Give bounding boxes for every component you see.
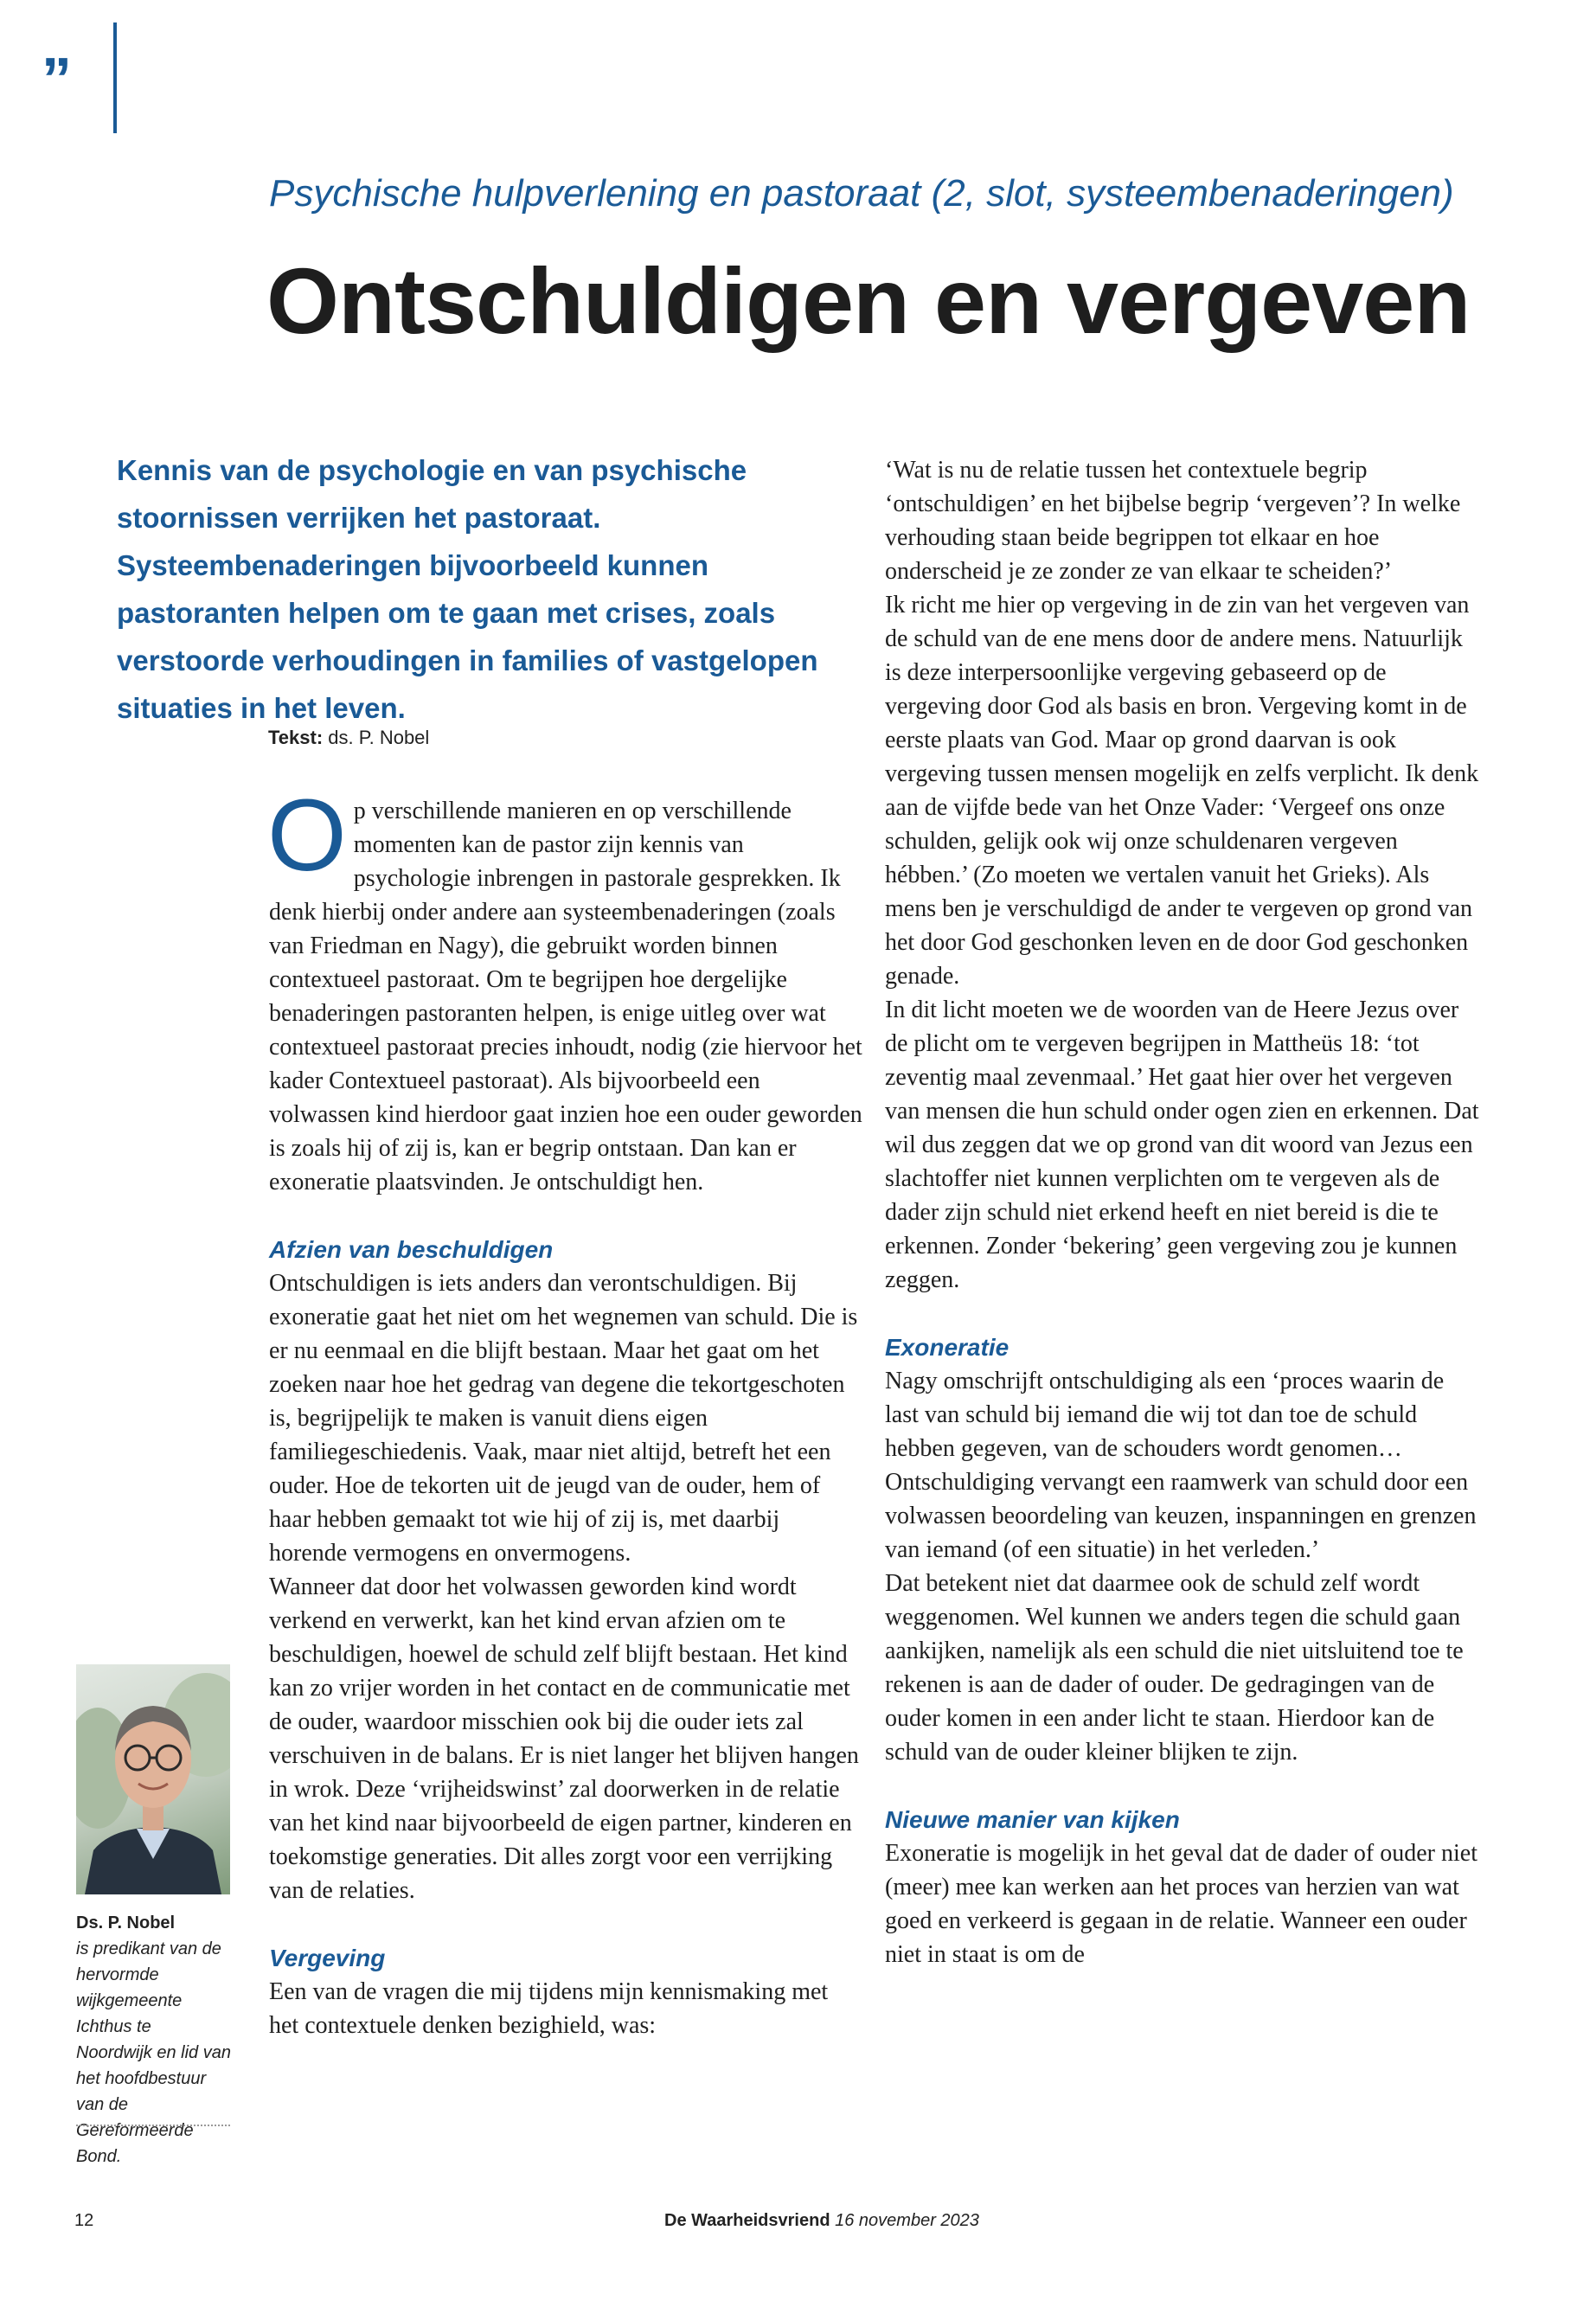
paragraph: Ontschuldigen is iets anders dan verontschuldigen. Bij exoneratie gaat het niet om het wegnemen van schuld. Die is er nu eenmaal en die blijft bestaan. Maar het gaat om het zoeken naar hoe het gedrag van degene die tekortgeschoten is, begrijpelijk te maken is vanuit diens eigen familiegeschiedenis. Vaak, maar niet altijd, betreft het een ouder. Hoe de tekorten uit de jeugd van de ouder, hem of haar hebben gemaakt tot wie hij of zij is, met daarbij horende vermogens en onvermogens.	[269, 1270, 858, 1567]
paragraph: Dat betekent niet dat daarmee ook de schuld zelf wordt weggenomen. Wel kunnen we anders tegen die schuld gaan aankijken, namelijk als een schuld die niet uitsluitend toe te rekenen is aan de dader of ouder. De gedragingen van de ouder komen in een ander licht te staan. Hierdoor kan de schuld van de ouder kleiner blijken te zijn.	[885, 1570, 1464, 1766]
subheading-nieuwe-manier: Nieuwe manier van kijken	[885, 1806, 1180, 1833]
paragraph: Wanneer dat door het volwassen geworden kind wordt verkend en verwerkt, kan het kind ervan afzien om te beschuldigen, hoewel de schuld zelf blijft bestaan. Het kind kan zo vrijer worden in het contact en de communicatie met de ouder, waardoor misschien ook bij die ouder iets zal verschuiven in de balans. Er is niet langer het blijven hangen in wrok. Deze ‘vrijheidswinst’ zal doorwerken in de relatie van het kind naar bijvoorbeeld de eigen partner, kinderen en toekomstige generaties. Dit alles zorgt voor een verrijking van de relaties.	[269, 1574, 859, 1904]
author-bio	[76, 1910, 232, 2170]
footer-publication	[664, 2211, 979, 2231]
page-number: 12	[74, 2211, 94, 2230]
subheading-afzien: Afzien van beschuldigen	[269, 1236, 554, 1263]
bio-name: Ds. P. Nobel	[76, 1913, 176, 1932]
subheading-exoneratie: Exoneratie	[885, 1334, 1010, 1361]
paragraph: Exoneratie is mogelijk in het geval dat de dader of ouder niet (meer) mee kan werken aan het proces van herzien van wat goed en verkeerd is gegaan in de relatie. Wanneer een ouder niet in staat is om de	[885, 1840, 1477, 1968]
credit-label: Tekst:	[268, 727, 324, 748]
subheading-vergeving: Vergeving	[269, 1945, 386, 1971]
author-credit	[268, 725, 429, 751]
article-kicker: Psychische hulpverlening en pastoraat (2, slot, systeembenaderingen)	[269, 172, 1454, 215]
quote-mark-icon: ”	[42, 45, 72, 112]
paragraph: Nagy omschrijft ontschuldiging als een ‘proces waarin de last van schuld bij iemand die wij tot dan toe de schuld hebben gegeven, van de schouders wordt genomen… Ontschuldiging vervangt een raamwerk van schuld door een volwassen beoordeling van keuzen, inspanningen en grenzen van iemand (of een situatie) in het verleden.’	[885, 1368, 1477, 1563]
portrait-illustration	[76, 1664, 230, 1894]
article-column-right	[885, 453, 1482, 1971]
paragraph: Een van de vragen die mij tijdens mijn kennismaking met het contextuele denken bezighield, was:	[269, 1978, 829, 2039]
top-vertical-rule	[113, 22, 117, 133]
paragraph: In dit licht moeten we de woorden van de Heere Jezus over de plicht om te vergeven begrijpen in Mattheüs 18: ‘tot zeventig maal zevenmaal.’ Het gaat hier over het vergeven van mensen die hun schuld onder ogen zien en erkennen. Dat wil dus zeggen dat we op grond van dit woord van Jezus een slachtoffer niet kunnen verplichten om te vergeven als de dader zijn schuld niet erkend heeft en niet bereid is die te erkennen. Zonder ‘bekering’ geen vergeving zou je kunnen zeggen.	[885, 997, 1479, 1293]
article-intro: Kennis van de psychologie en van psychische stoornissen verrijken het pastoraat. Systeembenaderingen bijvoorbeeld kunnen pastoranten helpen om te gaan met crises, zoals verstoorde verhoudingen in families of vastgelopen situaties in het leven.	[117, 454, 818, 724]
credit-author: ds. P. Nobel	[328, 727, 430, 748]
paragraph-opening-text: p verschillende manieren en op verschillende momenten kan de pastor zijn kennis van psychologie inbrengen in pastorale gesprekken. Ik denk hierbij onder andere aan systeembenaderingen (zoals van Friedman en Nagy), die gebruikt worden binnen contextueel pastoraat. Om te begrijpen hoe dergelijke benaderingen pastoranten helpen, is enige uitleg over wat contextueel pastoraat precies inhoudt, nodig (zie hiervoor het kader Contextueel pastoraat). Als bijvoorbeeld een volwassen kind hierdoor gaat inzien hoe een ouder geworden is zoals hij of zij is, kan er begrip ontstaan. Dan kan er exoneratie plaatsvinden. Je ontschuldigt hen.	[269, 798, 862, 1195]
publication-date: 16 november 2023	[835, 2211, 979, 2230]
paragraph-opening	[267, 779, 862, 1199]
publication-name: De Waarheidsvriend	[664, 2211, 830, 2230]
article-column-left	[267, 779, 862, 2042]
bio-divider	[76, 2125, 230, 2126]
drop-cap: O	[267, 779, 347, 893]
author-portrait	[76, 1664, 230, 1894]
bio-text: is predikant van de hervormde wijkgemeente Ichthus te Noordwijk en lid van het hoofdbestuur van de Gereformeerde Bond.	[76, 1939, 231, 2166]
paragraph: ‘Wat is nu de relatie tussen het contextuele begrip ‘ontschuldigen’ en het bijbelse begrip ‘vergeven’? In welke verhouding staan beide begrippen tot elkaar en hoe onderscheid je ze zonder ze van elkaar te scheiden?’	[885, 457, 1461, 585]
paragraph: Ik richt me hier op vergeving in de zin van het vergeven van de schuld van de ene mens door de andere mens. Natuurlijk is deze interpersoonlijke vergeving gebaseerd op de vergeving door God als basis en bron. Vergeving komt in de eerste plaats van God. Maar op grond daarvan is ook vergeving tussen mensen mogelijk en zelfs verplicht. Ik denk aan de vijfde bede van het Onze Vader: ‘Vergeef ons onze schulden, gelijk ook wij onze schuldenaren vergeven hébben.’ (Zo moeten we vertalen vanuit het Grieks). Als mens ben je verschuldigd de ander te vergeven op grond van het door God geschonken leven en de door God geschonken genade.	[885, 592, 1479, 990]
article-title: Ontschuldigen en vergeven	[266, 248, 1471, 353]
